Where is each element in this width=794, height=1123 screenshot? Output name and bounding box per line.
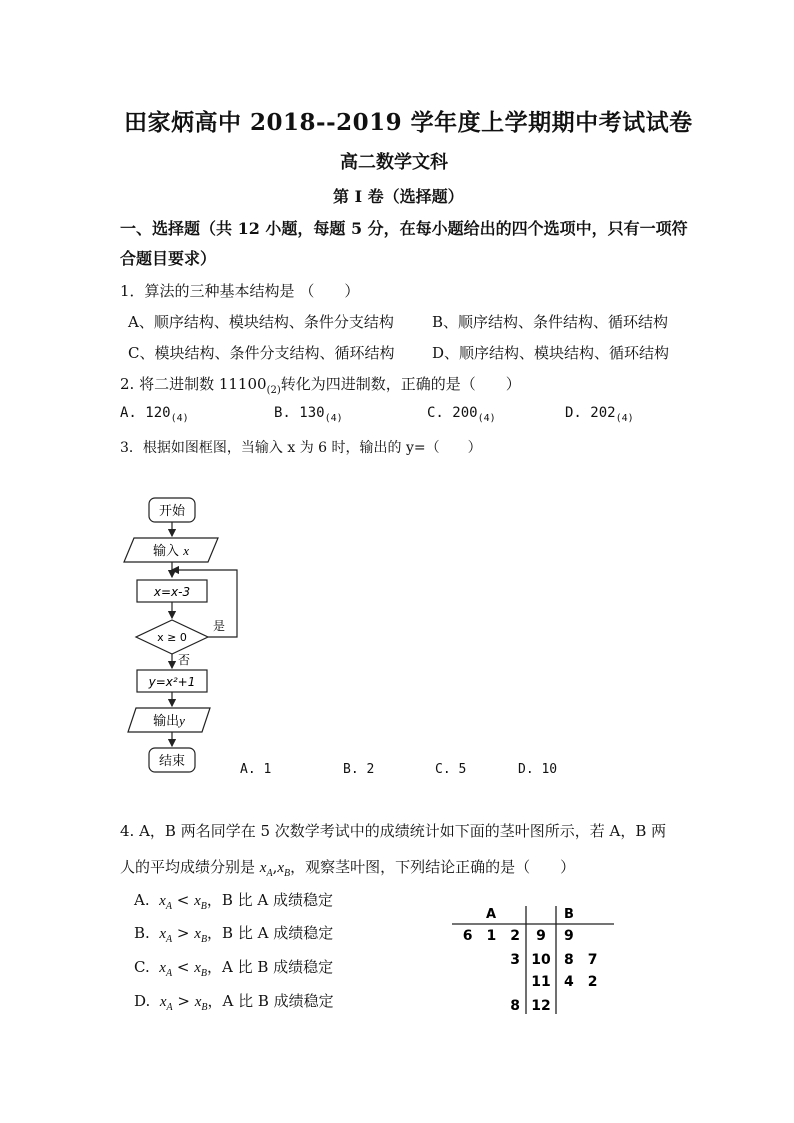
flowchart-diagram (112, 492, 262, 778)
flowchart-output-text: 输出 (153, 714, 180, 729)
mean-a-sub: A (266, 868, 273, 879)
flowchart-no-label: 否 (178, 653, 191, 667)
question-4-stem-line2-a: 人的平均成绩分别是 (120, 858, 260, 876)
flowchart-input-var: x (183, 543, 189, 558)
question-2-option-a-text: A. 120 (120, 405, 171, 421)
question-4-option-d (134, 990, 334, 1013)
question-2-option-b (274, 405, 343, 424)
question-2-option-c-base: (4) (477, 412, 496, 424)
stem-leaf-row4-left: 8 (510, 998, 520, 1014)
stem-leaf-row1-left: 6 1 2 (462, 928, 520, 944)
question-2-option-b-text: B. 130 (274, 405, 325, 421)
question-1-option-c: C、模块结构、条件分支结构、循环结构 (128, 344, 395, 362)
question-3-option-d: D. 10 (518, 762, 558, 777)
sub-a: A (165, 968, 173, 979)
flowchart-input-label (153, 543, 189, 559)
question-3-option-a: A. 1 (240, 762, 272, 777)
stem-leaf-plot (448, 904, 618, 1016)
var-x: x (194, 960, 201, 976)
option-text: ，B 比 A 成绩稳定 (207, 924, 334, 942)
flowchart-formula-label: y=x²+1 (148, 675, 196, 689)
question-2-base-2: (2) (266, 385, 281, 396)
stem-leaf-head-b: B (564, 907, 574, 922)
mean-separator: , (272, 858, 278, 876)
stem-leaf-head-a: A (486, 907, 497, 922)
question-4-stem-line1: 4. A，B 两名同学在 5 次数学考试中的成绩统计如下面的茎叶图所示，若 A，B 两 (120, 822, 667, 840)
page-subtitle: 高二数学文科 (340, 152, 448, 173)
sub-b: B (201, 1002, 208, 1013)
question-2-option-d (565, 405, 634, 424)
page-title: 田家炳高中 2018--2019 学年度上学期期中考试试卷 (124, 109, 693, 136)
q4-option-letter: A. (134, 891, 150, 909)
sub-b: B (200, 901, 207, 912)
flowchart-start-label: 开始 (158, 504, 186, 519)
flowchart-input-text: 输入 (153, 544, 180, 559)
flowchart-end-label: 结束 (158, 754, 186, 769)
question-4-option-b (134, 922, 333, 945)
var-x: x (159, 893, 166, 909)
question-1-option-b: B、顺序结构、条件结构、循环结构 (432, 313, 669, 331)
sub-a: A (166, 934, 173, 945)
sub-a: A (165, 901, 172, 912)
question-2-option-a (120, 405, 189, 424)
question-4-option-a (134, 889, 333, 912)
var-x: x (194, 994, 202, 1010)
volume-heading: 第 I 卷（选择题） (333, 187, 464, 206)
mean-a-var: x (259, 860, 267, 876)
stem-leaf-row1-right: 9 (564, 928, 574, 944)
stem-leaf-row2-stem: 10 (531, 952, 551, 968)
sub-b: B (200, 934, 208, 945)
var-x: x (159, 926, 167, 942)
flowchart-yes-label: 是 (213, 619, 226, 633)
stem-leaf-row2-left: 3 (510, 952, 520, 968)
var-x: x (194, 893, 201, 909)
q4-option-letter: B. (134, 924, 150, 942)
question-2-option-d-text: D. 202 (565, 405, 616, 421)
question-1-option-d: D、顺序结构、模块结构、循环结构 (432, 344, 670, 362)
option-text: ，A 比 B 成绩稳定 (207, 992, 334, 1010)
question-2-option-c (427, 405, 496, 424)
mean-b-var: x (277, 860, 285, 876)
var-x: x (159, 960, 166, 976)
flowchart-output-var: y (179, 713, 185, 728)
question-2-option-d-base: (4) (615, 412, 634, 424)
sub-b: B (200, 968, 207, 979)
question-2-option-a-base: (4) (170, 412, 189, 424)
q4-option-letter: D. (134, 992, 151, 1010)
relation: > (177, 992, 190, 1010)
question-3-stem: 3．根据如图框图，当输入 x 为 6 时，输出的 y=（ ） (120, 440, 482, 456)
flowchart-output-label (153, 713, 185, 729)
section-instructions-line2: 合题目要求） (120, 249, 217, 268)
question-4-stem-line2-b: ，观察茎叶图，下列结论正确的是（ ） (290, 858, 576, 876)
question-3-option-c: C. 5 (435, 762, 467, 777)
relation: < (176, 891, 190, 909)
stem-leaf-row1-stem: 9 (536, 928, 546, 944)
stem-leaf-row4-stem: 12 (531, 998, 551, 1014)
mean-b-sub: B (284, 868, 291, 879)
question-1-stem: 1．算法的三种基本结构是 （ ） (120, 282, 360, 300)
question-4-stem-line2 (120, 856, 575, 879)
question-2-stem-text-b: 转化为四进制数，正确的是（ ） (280, 375, 521, 393)
stem-leaf-row3-stem: 11 (531, 974, 551, 990)
question-2-stem (120, 373, 521, 396)
option-text: ，A 比 B 成绩稳定 (206, 958, 334, 976)
sub-a: A (166, 1002, 173, 1013)
stem-leaf-row2-right: 8 7 (564, 952, 598, 968)
var-x: x (159, 994, 167, 1010)
relation: < (176, 958, 190, 976)
question-4-option-c (134, 956, 333, 979)
option-text: ，B 比 A 成绩稳定 (206, 891, 334, 909)
question-2-option-b-base: (4) (324, 412, 343, 424)
question-1-option-a: A、顺序结构、模块结构、条件分支结构 (128, 313, 394, 331)
relation: > (176, 924, 190, 942)
flowchart-assign-label: x=x-3 (153, 585, 191, 599)
flowchart-decision-label: x ≥ 0 (157, 631, 187, 644)
q4-option-letter: C. (134, 958, 150, 976)
stem-leaf-row3-right: 4 2 (564, 974, 598, 990)
question-2-option-c-text: C. 200 (427, 405, 478, 421)
question-3-option-b: B. 2 (343, 762, 375, 777)
question-2-stem-text: 2. 将二进制数 11100 (120, 375, 267, 393)
section-instructions-line1: 一、选择题（共 12 小题，每题 5 分，在每小题给出的四个选项中，只有一项符 (120, 219, 688, 238)
var-x: x (194, 926, 201, 942)
